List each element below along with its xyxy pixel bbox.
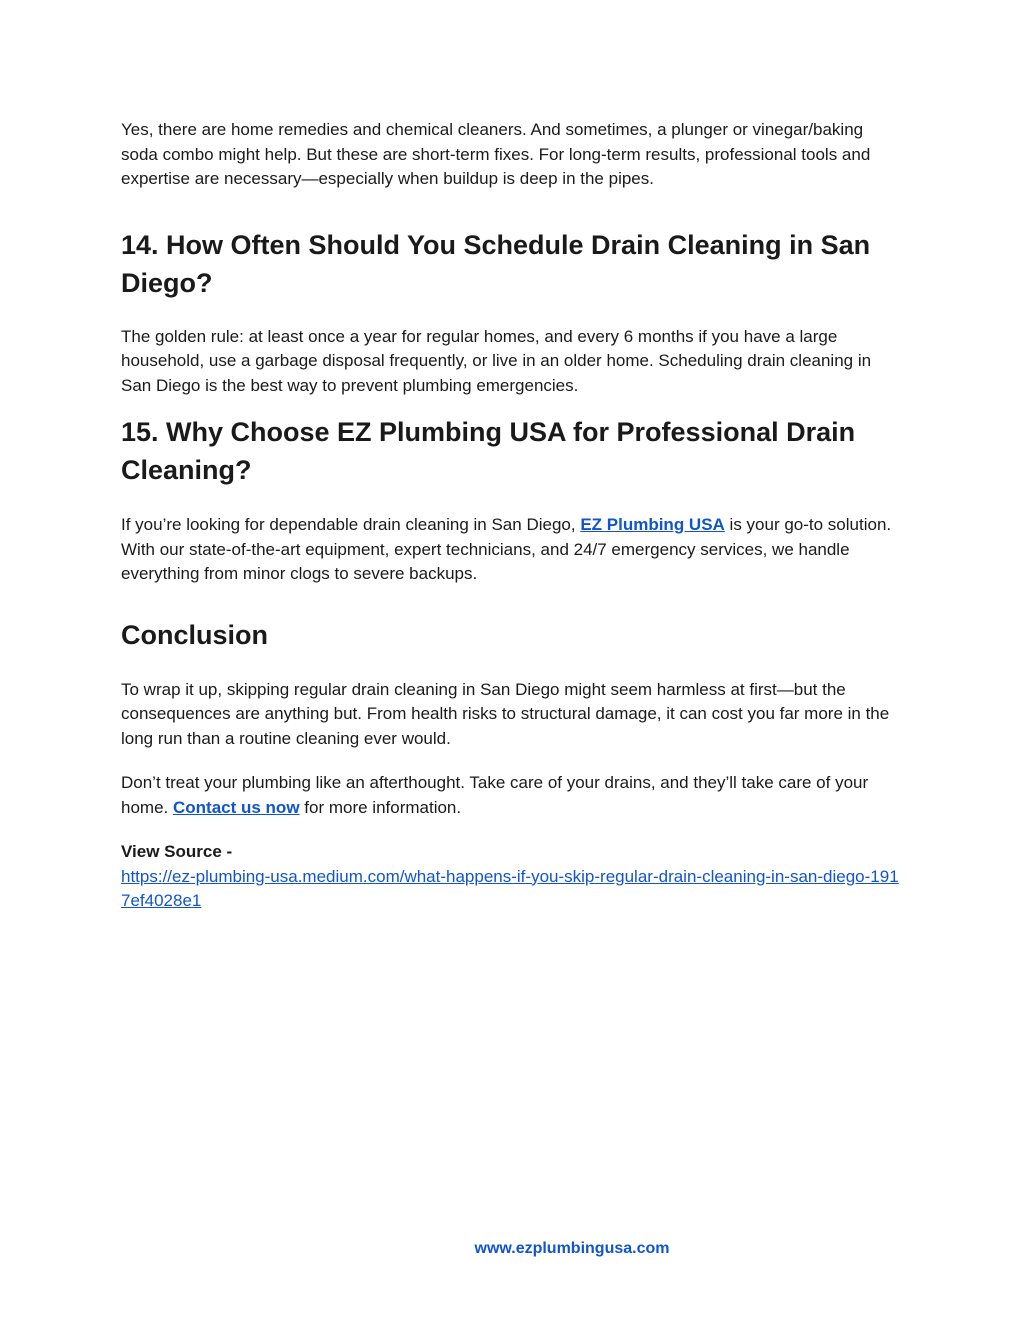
intro-paragraph: Yes, there are home remedies and chemical cleaners. And sometimes, a plunger or vinegar/baking soda combo might help. But these are short-term fixes. For long-term results, professional tools and expertise are necessary—especially when buildup is deep in the pipes. <box>121 120 871 188</box>
source-block <box>121 840 901 914</box>
ez-plumbing-usa-link[interactable]: EZ Plumbing USA <box>580 515 725 534</box>
section-14-heading: 14. How Often Should You Schedule Drain Cleaning in San Diego? <box>121 229 871 298</box>
section-15-text-after-link: is your go-to solution. With our state-of-the-art equipment, expert technicians, and 24/7 emergency services, we handle everything from minor clogs to severe backups. <box>121 515 892 583</box>
conclusion-text-after-link: for more information. <box>299 797 462 817</box>
section-15-heading: 15. Why Choose EZ Plumbing USA for Professional Drain Cleaning? <box>121 417 856 485</box>
conclusion-paragraph-2 <box>121 771 901 820</box>
section-15-text-before-link: If you’re looking for dependable drain cleaning in San Diego, <box>121 515 581 534</box>
conclusion-text-before-link: Don’t treat your plumbing like an afterthought. Take care of your drains, and they’ll take care of your home. <box>121 773 869 817</box>
section-15-paragraph <box>121 513 901 587</box>
section-14-paragraph: The golden rule: at least once a year for regular homes, and every 6 months if you have a large household, use a garbage disposal frequently, or live in an older home. Scheduling drain cleaning in San Diego is the best way to prevent plumbing emergencies. <box>121 326 872 395</box>
view-source-label: View Source - <box>121 842 233 861</box>
footer-website[interactable]: www.ezplumbingusa.com <box>474 1240 670 1257</box>
source-url-link[interactable]: https://ez-plumbing-usa.medium.com/what-happens-if-you-skip-regular-drain-cleaning-in-san-diego-1917ef4028e1 <box>121 866 899 910</box>
conclusion-paragraph-1: To wrap it up, skipping regular drain cleaning in San Diego might seem harmless at first—but the consequences are anything but. From health risks to structural damage, it can cost you far more in the long run than a routine cleaning ever would. <box>121 679 890 748</box>
document-page <box>121 118 901 914</box>
conclusion-heading: Conclusion <box>121 619 268 650</box>
contact-us-link[interactable]: Contact us now <box>172 797 300 817</box>
